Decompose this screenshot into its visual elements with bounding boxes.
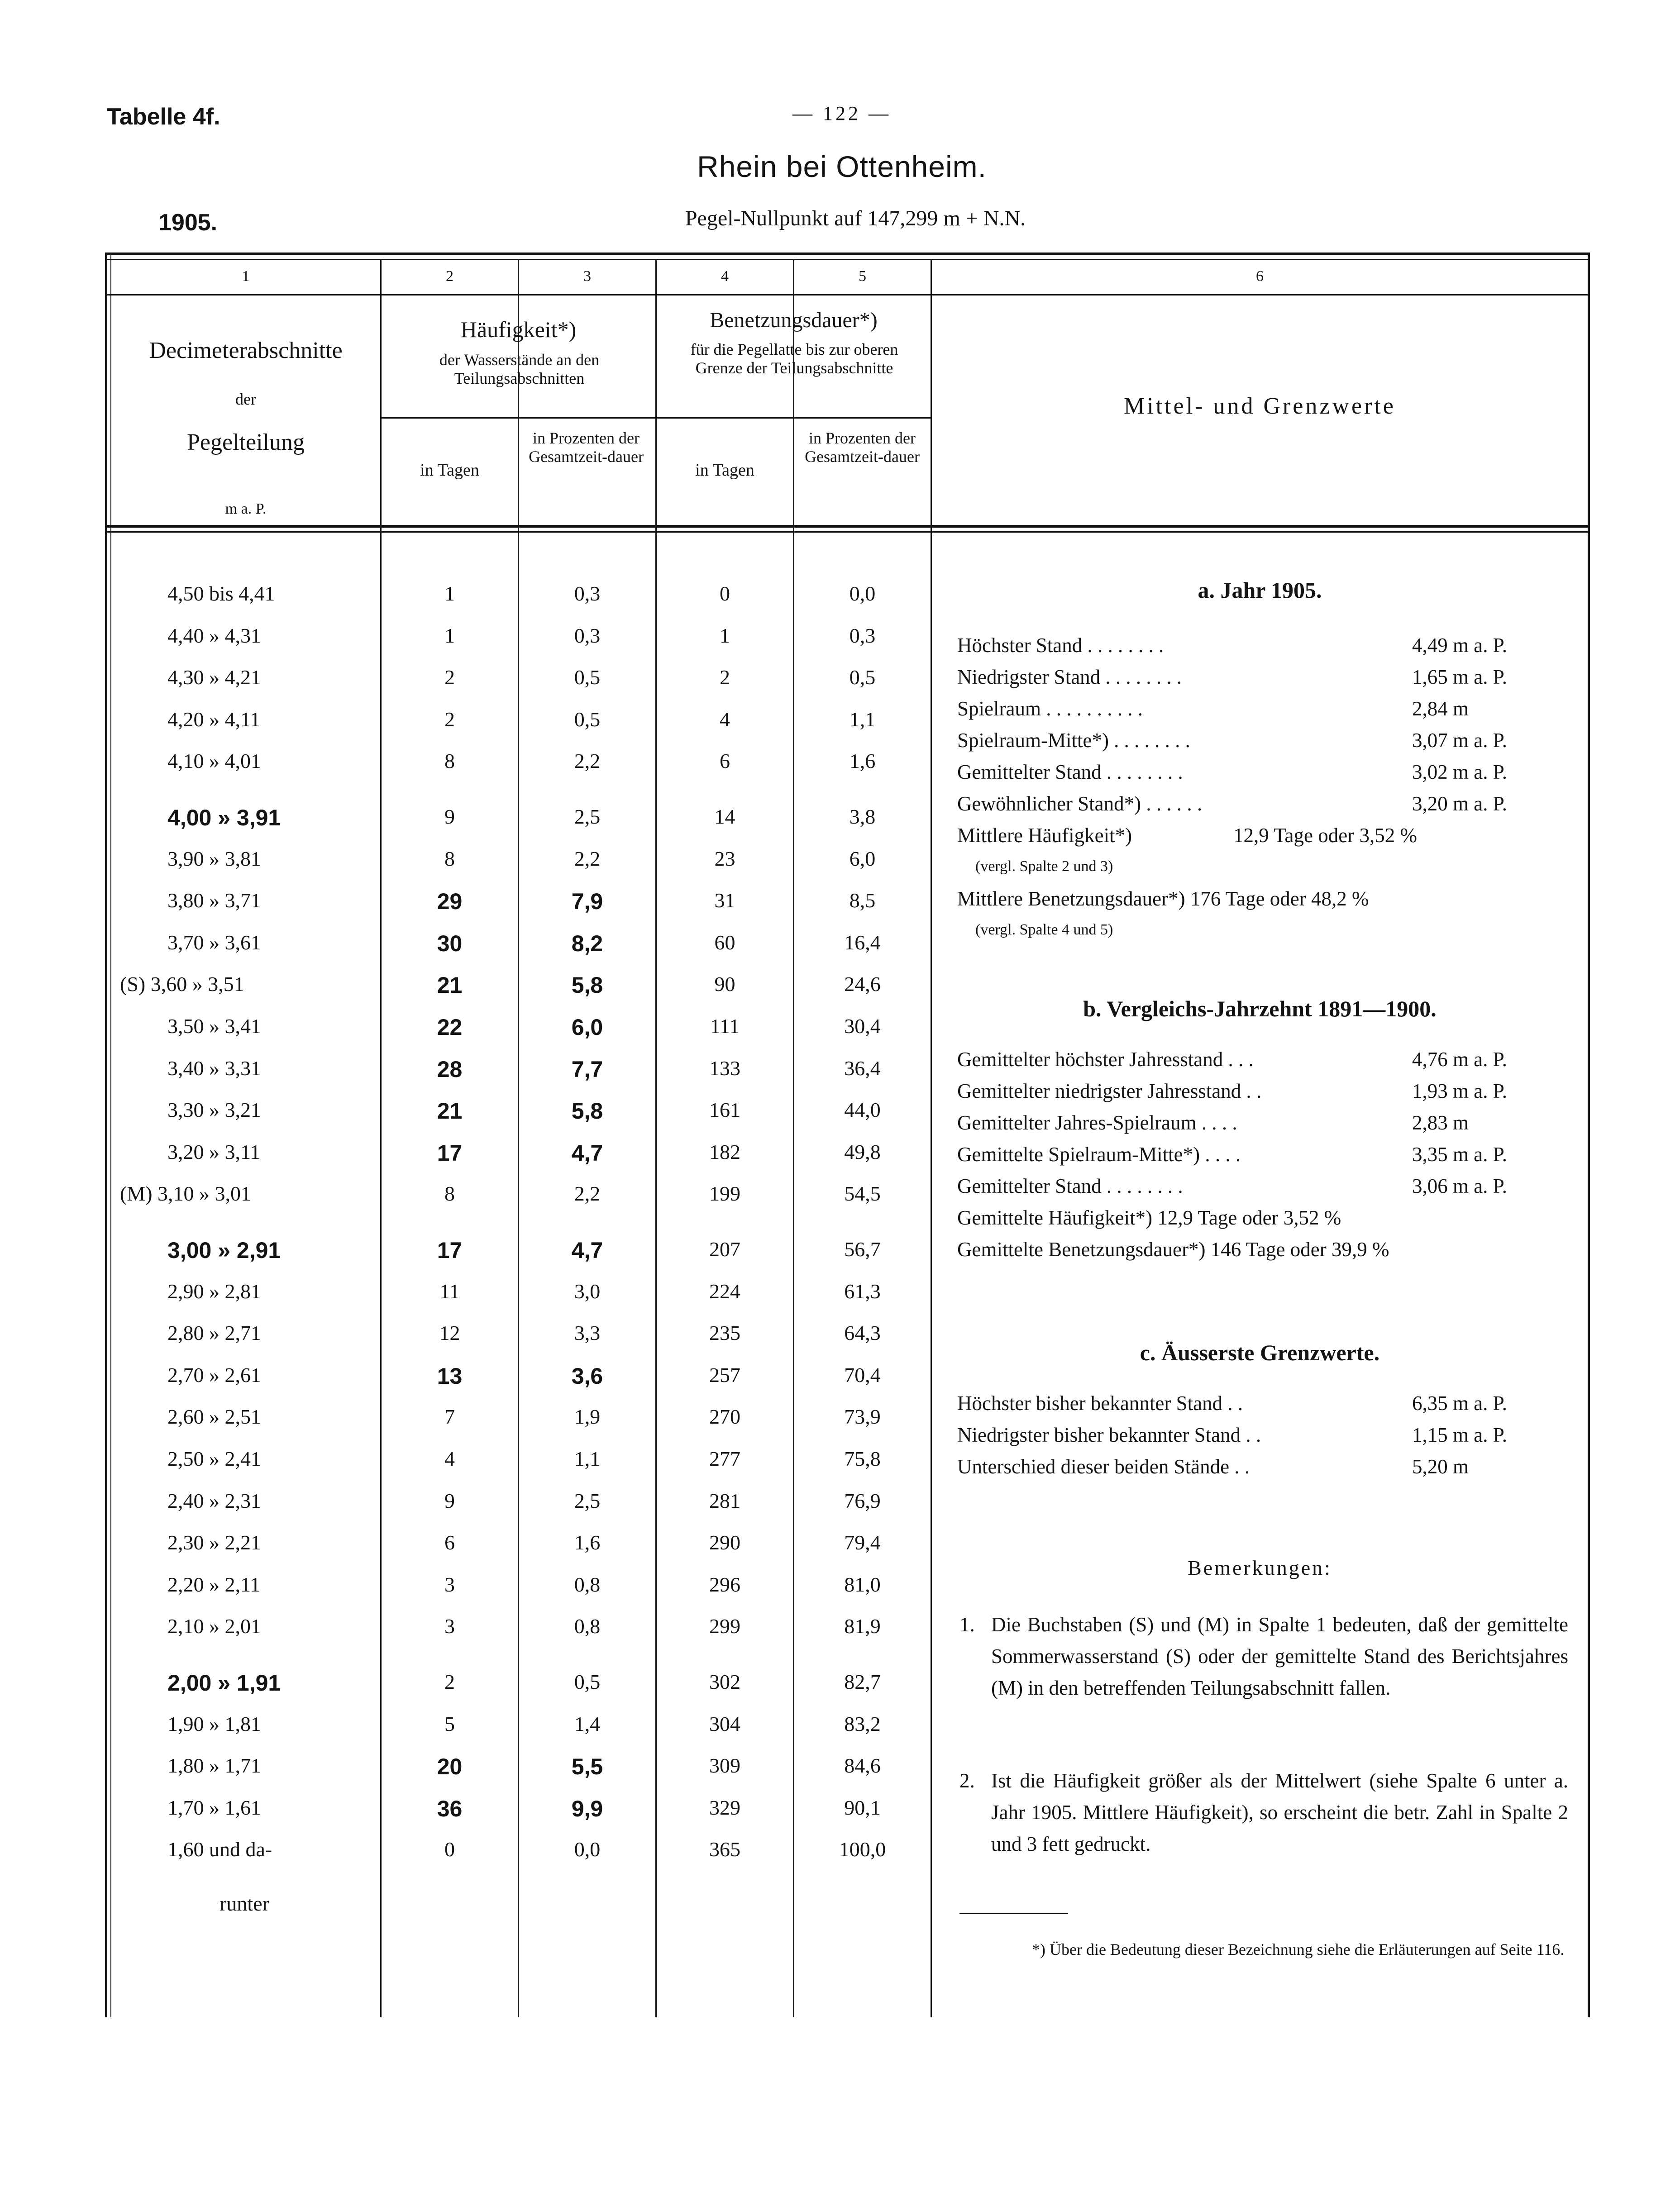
value-label: Gemittelter höchster Jahresstand . . . [957,1048,1254,1071]
cell-range: 3,00 » 2,91 [167,1238,281,1263]
value-label: Gemittelte Benetzungsdauer*) 146 Tage oder 39,9 % [957,1238,1389,1261]
cell-proz: 0,5 [574,666,601,689]
cell-ben-proz: 16,4 [844,930,881,954]
cell-range: 2,50 » 2,41 [167,1447,261,1470]
cell-ben-proz: 1,6 [849,749,876,773]
cell-tage: 9 [444,1489,455,1512]
cell-proz: 3,0 [574,1279,601,1303]
cell-tage: 20 [437,1754,463,1780]
cell-range: 4,10 » 4,01 [167,749,261,773]
cell-ben-proz: 3,8 [849,805,876,828]
cell-ben-tage: 133 [709,1056,740,1080]
cell-tage: 9 [444,805,455,828]
cell-ben-proz: 0,5 [849,666,876,689]
col45-title: Benetzungsdauer*) [710,308,878,332]
header-bottom-rule-inner [107,531,1589,533]
cell-ben-tage: 90 [714,972,735,996]
cell-ben-proz: 0,3 [849,624,876,647]
cell-proz: 8,2 [571,930,603,956]
cell-tage: 30 [437,930,463,956]
value-row [957,1423,1564,1455]
cell-proz: 5,5 [571,1754,603,1780]
cell-ben-tage: 299 [709,1615,740,1638]
cell-tage: 17 [437,1238,463,1263]
cell-tage: 2 [444,707,455,731]
cell-ben-proz: 49,8 [844,1140,881,1163]
cell-ben-tage: 207 [709,1238,740,1261]
value-label: Höchster bisher bekannter Stand . . [957,1392,1243,1415]
cell-ben-proz: 6,0 [849,847,876,870]
cell-ben-proz: 36,4 [844,1056,881,1080]
cell-ben-proz: 54,5 [844,1182,881,1206]
cell-range: 3,20 » 3,11 [167,1140,261,1163]
value-amount: 12,9 Tage oder 3,52 % [1233,824,1417,847]
remarks-heading: Bemerkungen: [1188,1556,1332,1579]
cell-tage: 6 [444,1531,455,1554]
value-row [957,824,1564,855]
value-row [957,1174,1564,1206]
col23-title: Häufigkeit*) [460,317,577,342]
col45-sub: für die Pegellatte bis zur oberen Grenze der Teilungsabschnitte [690,340,898,377]
value-label: Mittlere Benetzungsdauer*) 176 Tage oder 48,2 % [957,887,1369,910]
cell-range: (S) 3,60 » 3,51 [120,972,244,996]
section-a-heading: a. Jahr 1905. [1198,577,1322,603]
cell-ben-tage: 235 [709,1321,740,1345]
cell-range: 4,40 » 4,31 [167,624,261,647]
cell-tage: 13 [437,1363,463,1389]
footnote: *) Über die Bedeutung dieser Bezeichnung siehe die Erläuterungen auf Seite 116. [1032,1940,1565,1959]
colnum-4: 4 [721,268,729,285]
cell-proz: 4,7 [571,1140,603,1166]
value-row [957,919,1564,950]
cell-proz: 2,2 [574,1182,601,1206]
cell-ben-tage: 161 [709,1098,740,1122]
cell-proz: 0,3 [574,582,601,605]
value-row [957,1143,1564,1174]
col23-sub: der Wasserstände an den Teilungsabschnitten [439,351,600,388]
cell-proz: 5,8 [571,1098,603,1124]
cell-tage: 22 [437,1015,463,1040]
value-amount: 3,06 m a. P. [1412,1175,1508,1197]
year-label: 1905. [158,210,218,236]
cell-proz: 7,9 [571,889,603,915]
value-label: Niedrigster bisher bekannter Stand . . [957,1424,1261,1446]
colnum-6: 6 [1256,268,1264,285]
cell-ben-proz: 83,2 [844,1712,881,1735]
cell-ben-proz: 64,3 [844,1321,881,1345]
cell-range: 4,20 » 4,11 [167,707,261,731]
remark-number: 1. [959,1613,975,1636]
cell-tage: 29 [437,889,463,915]
cell-range: 1,70 » 1,61 [167,1796,261,1819]
cell-ben-proz: 82,7 [844,1670,881,1693]
cell-ben-tage: 0 [720,582,730,605]
cell-range: 3,90 » 3,81 [167,847,261,870]
col1-pegel: Pegelteilung [187,429,305,455]
cell-ben-tage: 296 [709,1573,740,1596]
cell-tage: 36 [437,1796,463,1821]
cell-ben-proz: 75,8 [844,1447,881,1470]
top-rule [107,253,1589,255]
cell-range: 3,80 » 3,71 [167,889,261,912]
cell-range: 1,80 » 1,71 [167,1754,261,1777]
colnum-rule [107,294,1589,295]
value-row [957,855,1564,887]
col6-title: Mittel- und Grenzwerte [1124,393,1396,419]
cell-ben-tage: 309 [709,1754,740,1777]
col3-head: in Prozenten der Gesamtzeit-dauer [529,429,644,466]
value-amount: 2,84 m [1412,697,1469,720]
cell-proz: 5,8 [571,972,603,998]
cell-proz: 0,8 [574,1573,601,1596]
value-amount: 3,35 m a. P. [1412,1143,1508,1166]
cell-tage: 8 [444,749,455,773]
cell-ben-proz: 30,4 [844,1015,881,1038]
table-id: Tabelle 4f. [107,104,220,130]
value-label: Niedrigster Stand . . . . . . . . [957,666,1182,688]
cell-ben-tage: 199 [709,1182,740,1206]
value-row [957,1391,1564,1423]
cell-proz: 7,7 [571,1056,603,1082]
cell-range: 4,50 bis 4,41 [167,582,275,605]
colnum-2: 2 [446,268,453,285]
cell-ben-tage: 4 [720,707,730,731]
cell-proz: 3,3 [574,1321,601,1345]
value-label: Gemittelter niedrigster Jahresstand . . [957,1080,1262,1102]
cell-ben-proz: 0,0 [849,582,876,605]
value-row [957,887,1564,919]
value-label: Unterschied dieser beiden Stände . . [957,1455,1250,1478]
value-label: Gemittelter Stand . . . . . . . . [957,761,1183,783]
cell-ben-tage: 257 [709,1363,740,1387]
cell-ben-tage: 365 [709,1838,740,1861]
value-row [957,760,1564,792]
col4-head: in Tagen [695,461,754,480]
value-row [957,1111,1564,1143]
cell-ben-tage: 111 [710,1015,740,1038]
cell-range: 3,30 » 3,21 [167,1098,261,1122]
cell-ben-proz: 44,0 [844,1098,881,1122]
cell-tage: 2 [444,1670,455,1693]
cell-ben-tage: 270 [709,1405,740,1429]
cell-tage: 0 [444,1838,455,1861]
colnum-1: 1 [242,268,250,285]
col1-title: Decimeterabschnitte [149,338,343,363]
value-row [957,634,1564,665]
colnum-3: 3 [583,268,591,285]
cell-ben-tage: 290 [709,1531,740,1554]
zero-point: Pegel-Nullpunkt auf 147,299 m + N.N. [685,206,1026,230]
cell-ben-proz: 81,0 [844,1573,881,1596]
last-row-continuation: runter [220,1892,269,1915]
remark-number: 2. [959,1769,975,1792]
cell-proz: 0,5 [574,1670,601,1693]
cell-ben-tage: 1 [720,624,730,647]
cell-ben-tage: 23 [714,847,735,870]
value-amount: 5,20 m [1412,1455,1469,1478]
cell-tage: 17 [437,1140,463,1166]
cell-range: 2,80 » 2,71 [167,1321,261,1345]
cell-proz: 6,0 [571,1015,603,1040]
cell-proz: 2,2 [574,749,601,773]
cell-proz: 2,2 [574,847,601,870]
cell-ben-proz: 84,6 [844,1754,881,1777]
cell-ben-tage: 302 [709,1670,740,1693]
cell-proz: 1,4 [574,1712,601,1735]
value-amount: 3,02 m a. P. [1412,761,1508,783]
value-row [957,1048,1564,1079]
cell-ben-proz: 81,9 [844,1615,881,1638]
cell-proz: 2,5 [574,805,601,828]
cell-tage: 12 [439,1321,460,1345]
col1-unit: m a. P. [225,500,267,517]
section-c-heading: c. Äusserste Grenzwerte. [1140,1340,1380,1365]
cell-tage: 2 [444,666,455,689]
remark-item [959,1765,1568,1892]
value-label: Höchster Stand . . . . . . . . [957,634,1164,657]
cell-ben-proz: 73,9 [844,1405,881,1429]
vrule-5 [931,260,932,2017]
cell-proz: 1,9 [574,1405,601,1429]
cell-ben-tage: 31 [714,889,735,912]
cell-range: 2,10 » 2,01 [167,1615,261,1638]
value-row [957,792,1564,824]
cell-ben-proz: 8,5 [849,889,876,912]
value-amount: 2,83 m [1412,1111,1469,1134]
value-label: Mittlere Häufigkeit*) [957,824,1132,847]
cell-range: 3,70 » 3,61 [167,930,261,954]
cell-ben-tage: 224 [709,1279,740,1303]
cell-ben-tage: 304 [709,1712,740,1735]
cell-ben-proz: 56,7 [844,1238,881,1261]
cell-ben-proz: 24,6 [844,972,881,996]
cell-ben-proz: 90,1 [844,1796,881,1819]
vrule-left [105,253,107,2017]
cell-tage: 11 [439,1279,460,1303]
cell-range: 1,60 und da- [167,1838,272,1861]
col1-der: der [235,390,256,408]
cell-tage: 21 [437,972,463,998]
cell-proz: 1,1 [574,1447,601,1470]
page-title: Rhein bei Ottenheim. [697,150,987,183]
cell-ben-tage: 277 [709,1447,740,1470]
cell-proz: 0,5 [574,707,601,731]
cell-tage: 7 [444,1405,455,1429]
vrule-right [1588,253,1590,2017]
value-amount: 3,07 m a. P. [1412,729,1508,752]
value-amount: 4,76 m a. P. [1412,1048,1508,1071]
cell-ben-proz: 70,4 [844,1363,881,1387]
value-label: Gemittelte Häufigkeit*) 12,9 Tage oder 3,52 % [957,1206,1341,1229]
value-row [957,1206,1564,1238]
cell-ben-proz: 1,1 [849,707,876,731]
cell-tage: 4 [444,1447,455,1470]
value-amount: 6,35 m a. P. [1412,1392,1508,1415]
value-amount: 3,20 m a. P. [1412,792,1508,815]
cell-ben-tage: 60 [714,930,735,954]
footnote-rule [959,1913,1068,1914]
cell-ben-proz: 61,3 [844,1279,881,1303]
cell-ben-tage: 281 [709,1489,740,1512]
cell-proz: 0,8 [574,1615,601,1638]
page-number: — 122 — [792,102,891,124]
value-amount: 1,93 m a. P. [1412,1080,1508,1102]
cell-proz: 0,0 [574,1838,601,1861]
cell-tage: 1 [444,624,455,647]
remark-text: Die Buchstaben (S) und (M) in Spalte 1 bedeuten, daß der gemittelte Sommerwasserstand (S) oder der gemittelte Stand des Berichtsjahres (M) in den betreffenden Teilungsabschnitt fallen. [991,1613,1568,1699]
value-label: Gemittelte Spielraum-Mitte*) . . . . [957,1143,1241,1166]
value-label: Gemittelter Jahres-Spielraum . . . . [957,1111,1237,1134]
cell-tage: 21 [437,1098,463,1124]
cell-range: 2,40 » 2,31 [167,1489,261,1512]
col2-head: in Tagen [420,461,479,480]
cell-proz: 3,6 [571,1363,603,1389]
cell-proz: 2,5 [574,1489,601,1512]
cell-range: 3,40 » 3,31 [167,1056,261,1080]
cell-tage: 8 [444,1182,455,1206]
cell-ben-tage: 329 [709,1796,740,1819]
cell-range: 2,90 » 2,81 [167,1279,261,1303]
cell-range: 4,00 » 3,91 [167,805,281,830]
value-label: Gemittelter Stand . . . . . . . . [957,1175,1183,1197]
value-row [957,665,1564,697]
top-rule-inner [107,259,1589,260]
cell-tage: 3 [444,1573,455,1596]
cell-ben-tage: 2 [720,666,730,689]
cell-range: 1,90 » 1,81 [167,1712,261,1735]
cell-range: 4,30 » 4,21 [167,666,261,689]
cell-tage: 5 [444,1712,455,1735]
cell-ben-tage: 14 [714,805,735,828]
section-b-heading: b. Vergleichs-Jahrzehnt 1891—1900. [1083,996,1437,1021]
remark-item [959,1609,1568,1767]
cell-tage: 8 [444,847,455,870]
cell-proz: 4,7 [571,1238,603,1263]
value-row [957,729,1564,760]
cell-range: 2,70 » 2,61 [167,1363,261,1387]
value-row [957,1455,1564,1487]
cell-tage: 28 [437,1056,463,1082]
cell-range: 2,60 » 2,51 [167,1405,261,1429]
remark-text: Ist die Häufigkeit größer als der Mittelwert (siehe Spalte 6 unter a. Jahr 1905. Mittlere Häufigkeit), so erscheint die betr. Zahl in Spalte 2 und 3 fett gedruckt. [991,1769,1568,1855]
cell-ben-proz: 100,0 [839,1838,886,1861]
value-amount: 1,65 m a. P. [1412,666,1508,688]
value-row [957,1079,1564,1111]
cell-tage: 1 [444,582,455,605]
value-amount: 4,49 m a. P. [1412,634,1508,657]
value-row [957,1238,1564,1269]
cell-proz: 1,6 [574,1531,601,1554]
cell-ben-proz: 79,4 [844,1531,881,1554]
col5-head: in Prozenten der Gesamtzeit-dauer [805,429,920,466]
cell-ben-proz: 76,9 [844,1489,881,1512]
value-label: (vergl. Spalte 4 und 5) [975,921,1113,938]
value-row [957,697,1564,729]
colnum-5: 5 [859,268,866,285]
cell-ben-tage: 182 [709,1140,740,1163]
value-label: Gewöhnlicher Stand*) . . . . . . [957,792,1203,815]
cell-range: 2,20 » 2,11 [167,1573,261,1596]
value-amount: 1,15 m a. P. [1412,1424,1508,1446]
cell-range: 2,30 » 2,21 [167,1531,261,1554]
value-label: (vergl. Spalte 2 und 3) [975,858,1113,875]
cell-range: 3,50 » 3,41 [167,1015,261,1038]
cell-range: 2,00 » 1,91 [167,1670,281,1696]
cell-proz: 9,9 [571,1796,603,1821]
cell-ben-tage: 6 [720,749,730,773]
header-bottom-rule [107,525,1589,528]
value-label: Spielraum-Mitte*) . . . . . . . . [957,729,1190,752]
cell-proz: 0,3 [574,624,601,647]
value-label: Spielraum . . . . . . . . . . [957,697,1143,720]
cell-tage: 3 [444,1615,455,1638]
cell-range: (M) 3,10 » 3,01 [120,1182,252,1206]
